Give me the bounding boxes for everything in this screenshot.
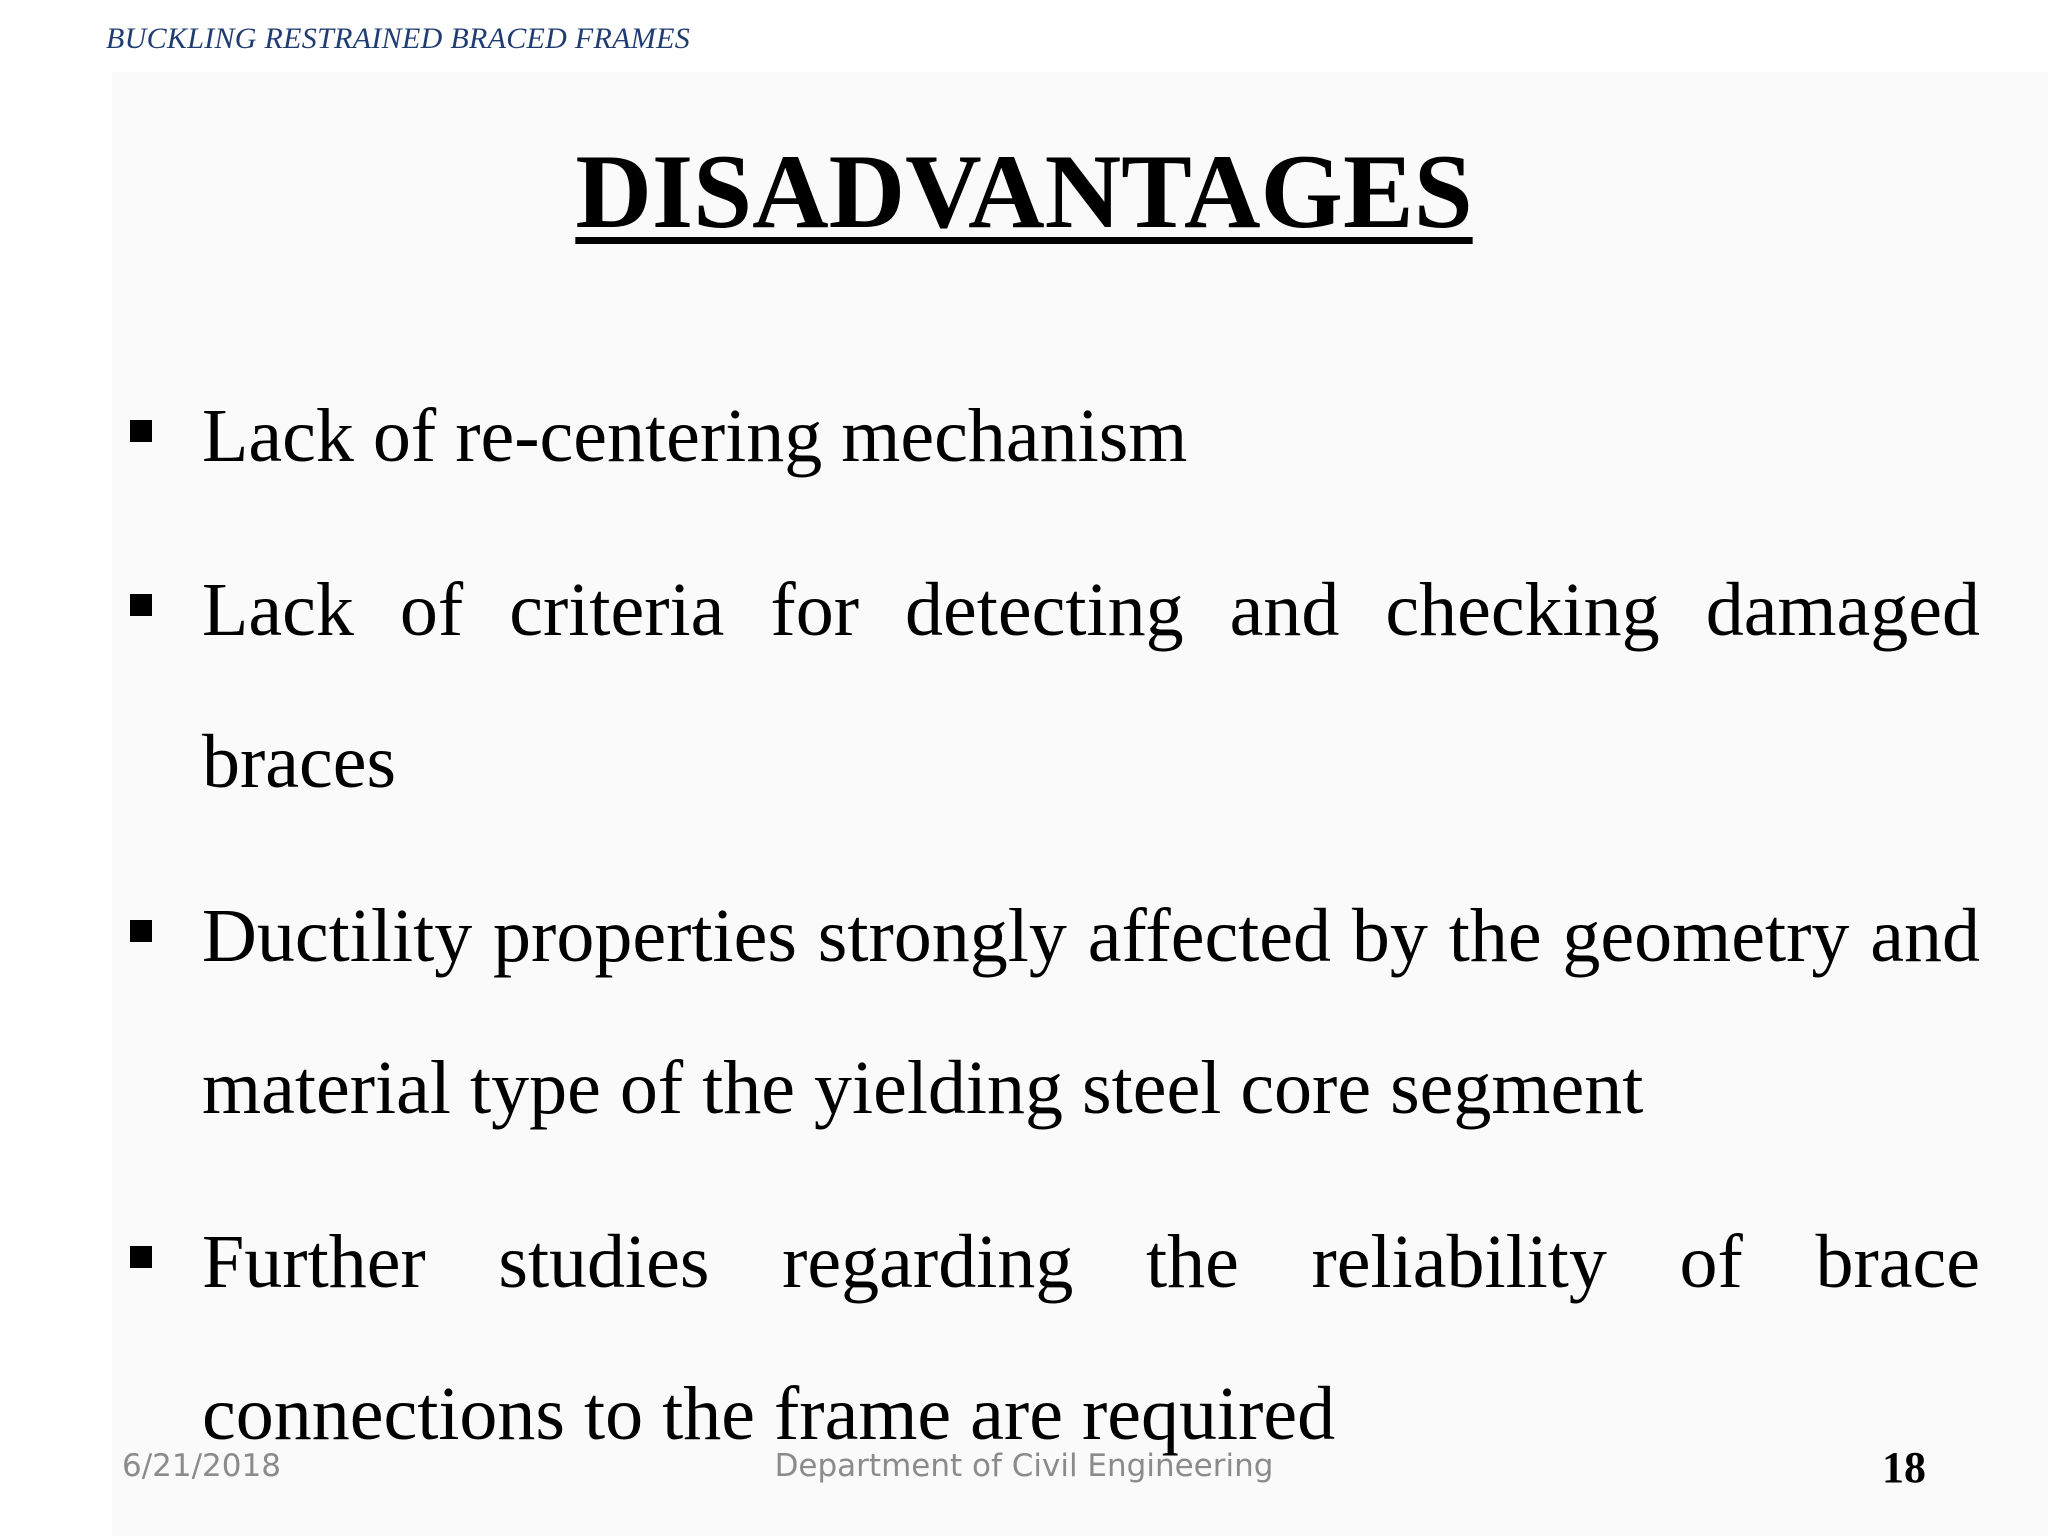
slide-title-text: DISADVANTAGES	[575, 133, 1473, 250]
footer-department: Department of Civil Engineering	[774, 1448, 1274, 1484]
bullet-item	[120, 1186, 1980, 1490]
square-bullet-icon	[130, 594, 152, 616]
bullet-text: Lack of re-centering mechanism	[202, 394, 1188, 478]
bullet-text: Lack of criteria for detecting and checking damaged braces	[202, 568, 1980, 804]
slide-title	[0, 132, 2048, 252]
square-bullet-icon	[130, 420, 152, 442]
bullet-text: Further studies regarding the reliability of brace connections to the frame are required	[202, 1220, 1980, 1456]
bullet-item	[120, 534, 1980, 838]
square-bullet-icon	[130, 1246, 152, 1268]
bullet-list	[120, 360, 1980, 1512]
slide-header: BUCKLING RESTRAINED BRACED FRAMES	[106, 22, 691, 55]
bullet-text: Ductility properties strongly affected by the geometry and material type of the yielding steel core segment	[202, 894, 1980, 1130]
bullet-item	[120, 860, 1980, 1164]
bullet-item	[120, 360, 1980, 512]
footer-date: 6/21/2018	[122, 1448, 281, 1484]
page-number: 18	[1882, 1443, 1926, 1492]
square-bullet-icon	[130, 920, 152, 942]
